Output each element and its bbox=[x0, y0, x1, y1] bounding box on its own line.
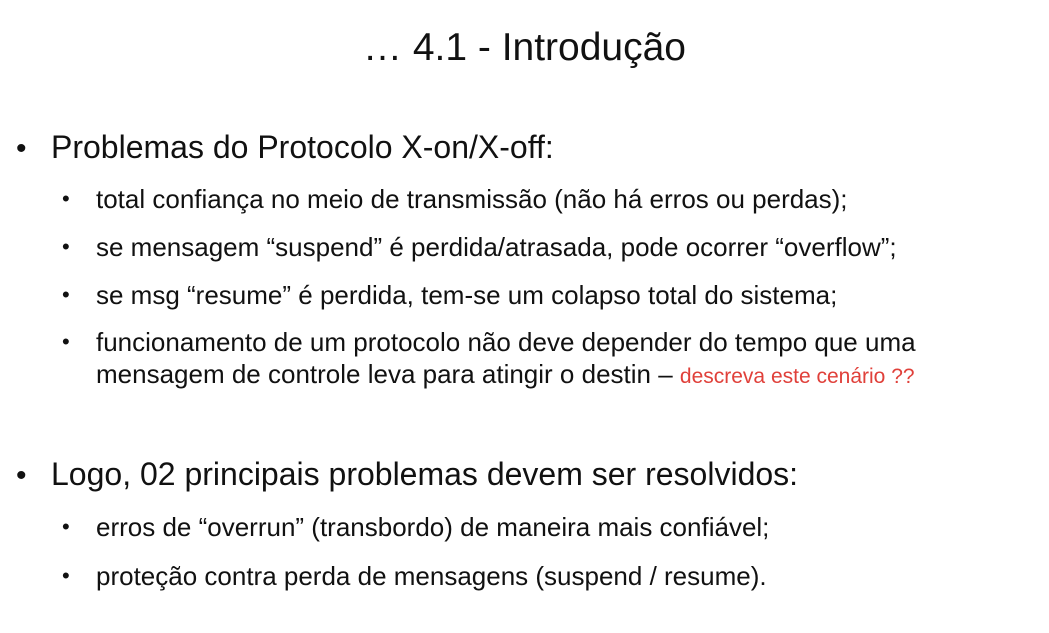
heading-text: Problemas do Protocolo X-on/X-off: bbox=[51, 129, 554, 165]
item-text: erros de “overrun” (transbordo) de maneira mais confiável; bbox=[96, 512, 770, 542]
bullet-heading-problems bbox=[16, 128, 554, 168]
bullet-icon: • bbox=[62, 186, 70, 211]
item-line-1: funcionamento de um protocolo não deve depender do tempo que uma bbox=[96, 327, 916, 357]
item-text-multiline bbox=[96, 326, 916, 393]
sub-bullet-item bbox=[62, 279, 837, 311]
bullet-icon: • bbox=[16, 132, 27, 165]
item-text: se mensagem “suspend” é perdida/atrasada, pode ocorrer “overflow”; bbox=[96, 232, 897, 262]
slide-title: … 4.1 - Introdução bbox=[362, 26, 686, 69]
item-line-2: mensagem de controle leva para atingir o destin – bbox=[96, 359, 673, 389]
bullet-icon: • bbox=[62, 563, 70, 588]
annotation-note: descreva este cenário ?? bbox=[679, 365, 915, 388]
sub-bullet-item bbox=[62, 511, 769, 543]
bullet-heading-main-problems bbox=[16, 455, 798, 495]
bullet-icon: • bbox=[16, 459, 27, 492]
sub-bullet-item-multiline bbox=[62, 326, 916, 393]
heading-text: Logo, 02 principais problemas devem ser resolvidos: bbox=[51, 456, 799, 492]
bullet-icon: • bbox=[62, 514, 70, 539]
bullet-icon: • bbox=[62, 282, 70, 307]
item-text: se msg “resume” é perdida, tem-se um colapso total do sistema; bbox=[96, 280, 838, 310]
bullet-icon: • bbox=[62, 234, 70, 259]
sub-bullet-item bbox=[62, 231, 897, 263]
item-text: total confiança no meio de transmissão (não há erros ou perdas); bbox=[96, 184, 848, 214]
sub-bullet-item bbox=[62, 560, 767, 592]
sub-bullet-item bbox=[62, 183, 848, 215]
item-text: proteção contra perda de mensagens (suspend / resume). bbox=[96, 561, 767, 591]
bullet-icon: • bbox=[62, 329, 70, 354]
